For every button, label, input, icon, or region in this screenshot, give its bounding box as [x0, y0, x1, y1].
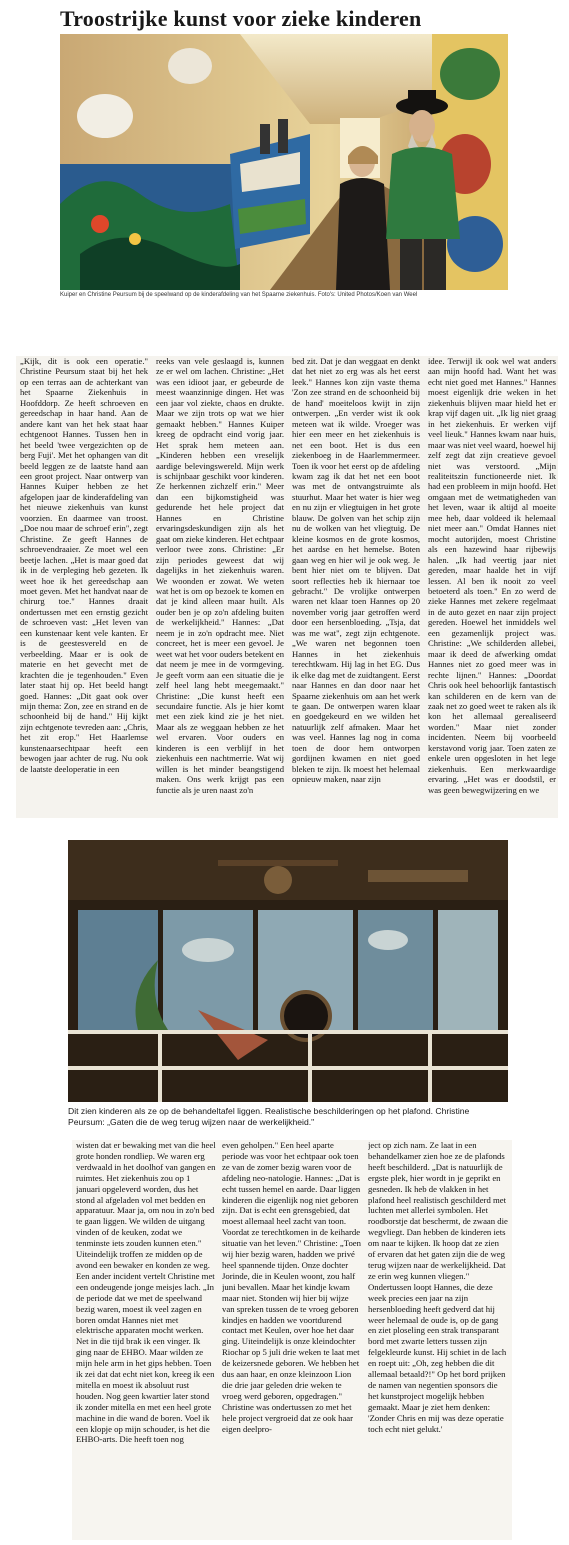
- couple-photo: [60, 34, 508, 290]
- column-3-text: bed zit. Dat je dan weggaat en denkt dat het niet zo erg was als het eerst leek." Hannes kon zijn vaste thema 'Zon zee strand en de schoonheid bij de hand' moeiteloos kwijt in zijn ontwerpen. „En verder wist ik ook meteen wat ik wilde. Vroeger was hier een meer en het ziekenhuis is net een boot. Het is dus een ziekenboeg in de Haarlemmermeer. Toen ik voor het eerst op de afdeling kwam zag ik dat het net een boot was met de ontvangstruimte als stuurhut. Maar het water is hier weg en nu zijn er vliegtuigen in het grote blauw. De golven van het schip zijn nu de wolken van het vliegtuig. De kleine kosmos en de grote kosmos, het aardse en het hemelse. Boten gaan weg en hier wil je ook weg. Je bent hier niet om te blijven. Dat soort reflecties heb ik hiernaar toe gebracht." De vrolijke ontwerpen waren net klaar toen Hannes op 20 november vorig jaar getroffen werd door een hersenbloeding. „Tsja, dat was me wat", zegt zijn echtgenote. „We waren net begonnen toen Hannes in het ziekenhuis terechtkwam. Hij lag in het EG. Dus ik elke dag met de zuidtangent. Eerst naar Hannes en dan door naar het Spaarne ziekenhuis om aan het werk te gaan. De ontwerpen waren klaar en goedgekeurd en we wilden het natuurlijk zelf afmaken. Maar het was veel. Hannes lag nog in coma toen de door hem ontworpen gordijnen kwamen en niet goed bleken te zijn. Ik moest het helemaal opnieuw maken, naar zijn: [292, 356, 420, 785]
- body-column-1: [20, 356, 148, 818]
- body-column-2: [156, 356, 284, 818]
- column2-3-text: ject op zich nam. Ze laat in een behandelkamer zien hoe ze de plafonds heeft beschilderd. „Dat is natuurlijk de ergste plek, hier wordt in je geprikt en gesneden. Ik heb de vlakken in het plafond heel realistisch geschilderd met luchten met allerlei symbolen. Het roodborstje dat beschermt, de zwaan die wegvliegt. Dan hebben de kinderen iets om naar te kijken. Ik hoop dat ze zien of ervaren dat het gaten zijn die de weg terug wijzen naar de werkelijkheid. Dat ze erin weg kunnen vliegen." Ondertussen loopt Hannes, die deze week precies een jaar na zijn hersenbloeding heeft gedverd dat hij weer helemaal de oude is, op de gang en ziet ploseling een strak transparant bord met zwarte letters tussen zijn felgekleurde kunst. Hij schiet in de lach en roept uit: „Oh, zeg hebben die dit allemaal betaald?!" Op het bord prijken de namen van negentien sponsors die het kunstproject mogelijk hebben gemaakt. Maar je ziet hem denken: 'Zonder Chris en mij was deze operatie toch echt niet gelukt.': [368, 1140, 508, 1434]
- article-body-bottom: [72, 1140, 512, 1540]
- article-headline: Troostrijke kunst voor zieke kinderen: [60, 6, 422, 31]
- photo2-caption: Dit zien kinderen als ze op de behandeltafel liggen. Realistische beschilderingen op het plafond. Christine Peursum: „Gaten die de weg terug wijzen naar de werkelijkheid.": [68, 1106, 470, 1127]
- column-2-text: reeks van vele geslaagd is, kunnen ze er wel om lachen. Christine: „Het was een idioot jaar, er gebeurde de meest waanzinnige dingen. Het was een jaar vol ziekte, chaos en drukte. Maar we zijn trots op wat we hier gemaakt hebben." Hannes Kuiper kreeg de opdracht eind vorig jaar. Het sprak hem meteen aan. „Kinderen hebben een vreselijk aardige belevingswereld. Mijn werk is schijnbaar geschikt voor kinderen. Ze herkennen zichzelf erin." Meer dan een bijkomstigheid was gedurende het hele project dat Hannes en Christine ervaringsdeskundigen zijn als het gaat om zieke kinderen. Het echtpaar verloor twee zons. Christine: „Er zijn periodes geweest dat wij dagelijks in het ziekenhuis waren. We woonden er zowat. We weten wat het is om op bezoek te komen en dat je kind alleen maar huilt. Als ouder ben je op zo'n afdeling buiten de werkelijkheid." Hannes: „Dat neem je in zo'n opdracht mee. Niet concreet, het is meer een gevoel. Je weet wat het voor ouders betekent en dat neem je mee in de vormgeving. Je geeft vorm aan een situatie die je zelf heel lang hebt meegemaakt." Christine: „Die kunst heeft een secundaire functie. Als je hier komt met een ziek kind zie je het niet. Maar als ze weggaan hebben ze het wel ervaren. Voor ouders en kinderen is een verblijf in het ziekenhuis een nachtmerrie. Wat wij willen is het minder beangstigend maken. Ons werk krijgt pas een functie als je uren naast zo'n: [156, 356, 284, 795]
- body2-column-2: [222, 1140, 362, 1540]
- ceiling-photo-illustration: [68, 840, 508, 1102]
- column2-2-text: even geholpen." Een heel aparte periode was voor het echtpaar ook toen ze van de zomer bezig waren voor de afdeling neo-natologie. Hannes: „Dat is echt tussen hemel en aarde. Daar liggen kinderen die eigenlijk nog niet geboren zijn. Dat is echt een grensgebied, dat moest allemaal heel zacht van toon. Voordat ze terechtkomen in de keiharde situatie van het leven." Christine: „Toen wij hier bezig waren, hadden we privé heel spannende tijden. Onze dochter Jorinde, die in Keulen woont, zou half juni bevallen. Maar het kindje kwam maar niet. Stonden wij hier bij wijze van spreken tussen de te vroeg geboren kindjes en hadden we voortdurend contact met Keulen, over hoe het daar ging. Uiteindelijk is onze kleindochter Riochar op 5 juli drie weken te laat met de keizersnede geboren. We hebben het dus aan haar, en onze kleinzoon Lion die drie jaar geleden drie weken te vroeg werd geboren, opgedragen." Christine was ondertussen zo met het hele project vergroeid dat ze ook haar eigen deelpro-: [222, 1140, 362, 1434]
- column-1-text: „Kijk, dit is ook een operatie." Christine Peursum staat bij het hek op een terras aan de achterkant van het Spaarne Ziekenhuis in Hoofddorp. Ze heeft schroeven en gereedschap in haar hand. Aan de andere kant van het hek staat haar echtgenoot Hannes. Tussen hen in het beeld 'twee vergezichten op de berg Fuji'. Met het ophangen van dit beeld leggen ze de laatste hand aan een groot project. Naar ontwerp van Hannes Kuiper hebben ze het afgelopen jaar de kinderafdeling van het nieuwe ziekenhuis van kunst voorzien. En daarmee van troost. „Doe nou maar de schroef erin", zegt Christine. Ze geeft Hannes de schroevendraaier. Ze moet wel een beetje lachen. „Het is maar goed dat ik in de verpleging heb gezeten. Ik weet hoe ik het gereedschap aan moet geven. Met het handvat naar de chirurg toe." Hannes draait ondertussen met een ernstig gezicht de schroeven vast: „Het leven van een kunstenaar kent vele kanten. Er is de geestesvereld en de verbeelding. Maar er is ook de materie en het gevecht met de krachten die je tegenhouden." Even later staat hij op. Het beeld hangt goed. Hannes: „Dit gaat ook over mijn thema: Zon, zee en strand en de schoonheid bij de hand." Hij kijkt zijn echtgenote tevreden aan: „Chris, het zit erop." Het Haarlemse kunstenaarsechtpaar heeft een bewogen jaar achter de rug. Nu ook de laatste deeloperatie in een: [20, 356, 148, 774]
- couple-photo-illustration: [60, 34, 508, 290]
- body2-column-3: [368, 1140, 508, 1540]
- article-body-top: [16, 356, 558, 818]
- body-column-3: [292, 356, 420, 818]
- column2-1-text: wisten dat er bewaking met van die heel grote honden rondliep. We waren erg verdwaald in het doolhof van gangen en ruimtes. Het ziekenhuis zou op 1 januari opgeleverd worden, dus het stond al afgeladen vol met bedden en apparatuur. Maar ja, om nou in zo'n bed te gaan liggen. We wilden de uitgang vinden of de keuken, zodat we tenminste iets zouden kunnen eten." Uiteindelijk troffen ze midden op de avond een bewaker en konden ze weg. Een ander incident vertelt Christine met een ondeugende jonge meisjes lach. „In de periode dat we met de speelwand bezig waren, moest ik veel zagen en boren omdat Hannes niet met elektrische apparaten mocht werken. Net in die tijd brak ik een vinger. Ik ging naar de EHBO. Maar wilden ze mijn hele arm in het gips hebben. Toen ik zei dat dat echt niet kon, kreeg ik een mitella en moest ik absoluut rust houden. Nog geen kwartier later stond ik zonder mitella en met een heel grote machine in die wand de boren. Voel ik een klopje op mijn schouder, is het die EHBO-arts. Die heeft toen nog: [76, 1140, 216, 1445]
- body-column-4: [428, 356, 556, 818]
- column-4-text: idee. Terwijl ik ook wel wat anders aan mijn hoofd had. Want het was echt niet goed met Hannes." Hannes moest eigenlijk drie weken in het ziekenhuis blijven maar hield het er krap vijf dagen uit. „Ik lig niet graag in het ziekenhuis. Er werken vijf veel lieuk." Hannes kwam naar huis, maar was niet veel waard, hoewel hij zelf zegt dat zijn creatieve gevoel niet was verstoord. „Mijn realiteitszin functioneerde niet. Ik had een probleem in mijn hoofd. Het omgaan met de wetmatigheden van het leven, waar ik altijd al moeite mee heb, daar voldeed ik helemaal niet meer aan." Omdat Hannes niet mocht autorijden, moest Christine als een hazewind haar rijbewijs halen. „Ik had veertig jaar niet gereden, maar haalde het in vijf lessen. Al ben ik nooit zo veel betoeterd als toen." En zo werd de zieke Hannes met zekere regelmaat in de auto gezet en naar zijn project gereden. Hoewel het inmiddels wel een gezamenlijk project was. Christine: „We schilderden allebei, maar ik deed de afwerking omdat Hannes niet zo goed meer was in rechte lijnen." Hannes: „Doordat Chris ook heel behoorlijk fantastisch kan schilderen en de kern van de zaak net zo goed weet te raken als ik kon het allemaal gerealiseerd worden." Maar niet zonder incidenten. Neem bij voorbeeld kerstavond vorig jaar. Toen zaten ze enkele uren opgesloten in het lege ziekenhuis. Een merkwaardige ervaring. „Het was er doodstil, er was geen bewegwijzering en we: [428, 356, 556, 795]
- body2-column-1: [76, 1140, 216, 1540]
- photo1-caption: Kuiper en Christine Peursum bij de speelwand op de kinderafdeling van het Spaarne ziekenhuis. Foto's: United Photos/Koen van Weel: [60, 292, 418, 298]
- ceiling-photo: [68, 840, 508, 1102]
